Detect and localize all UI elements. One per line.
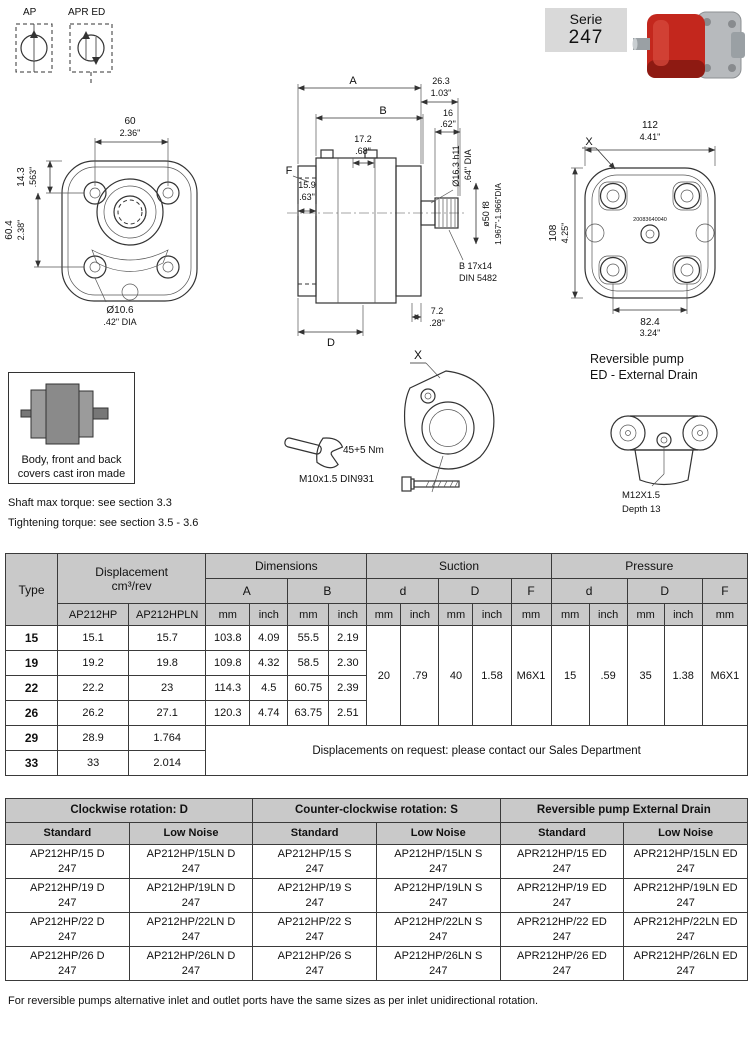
order-series: 247 — [305, 964, 324, 977]
cell: M6X1 — [702, 626, 747, 726]
unit-cell: mm — [288, 604, 329, 626]
cell: 114.3 — [206, 676, 250, 701]
sub-header: Low Noise — [624, 823, 748, 845]
order-code: AP212HP/19 S — [277, 881, 352, 894]
cell: 22 — [6, 676, 58, 701]
apr-ed-hydraulic-symbol — [63, 4, 123, 92]
front-height-mm: 60.4 — [4, 220, 15, 240]
side-len-mm: 26.3 — [432, 76, 450, 86]
data-row — [6, 913, 748, 947]
rear-detail-label: X — [585, 136, 593, 148]
apr-ed-symbol-label: APR ED — [68, 7, 106, 18]
material-note-line2: covers cast iron made — [17, 468, 126, 480]
material-note-caption — [9, 453, 134, 481]
order-series: 247 — [429, 930, 448, 943]
order-code-cell — [129, 947, 253, 981]
order-code-cell — [253, 879, 377, 913]
cell: 1.38 — [664, 626, 702, 726]
order-code: APR212HP/15 ED — [517, 847, 607, 860]
drain-thread: M12X1.5 — [622, 490, 661, 501]
cell: 58.5 — [288, 651, 329, 676]
cell: 4.32 — [250, 651, 288, 676]
header-row — [6, 604, 748, 626]
side-dim-a: A — [349, 75, 357, 87]
order-code-cell — [624, 947, 748, 981]
unit-cell: mm — [702, 604, 747, 626]
unit-cell: inch — [664, 604, 702, 626]
unit-cell: mm — [439, 604, 473, 626]
cell: 15.1 — [58, 626, 129, 651]
order-code: AP212HP/15LN D — [146, 847, 236, 860]
sub-header: Standard — [6, 823, 130, 845]
rear-bolt-in: 3.24" — [639, 328, 661, 338]
ap-hydraulic-symbol — [10, 4, 62, 86]
cell: 1.764 — [129, 726, 206, 751]
cell: 28.9 — [58, 726, 129, 751]
cell: 19 — [6, 651, 58, 676]
cell: .59 — [589, 626, 627, 726]
order-series: 247 — [58, 930, 77, 943]
order-code: APR212HP/22LN ED — [633, 915, 738, 928]
order-code: AP212HP/19LN S — [394, 881, 483, 894]
sub-header: Low Noise — [129, 823, 253, 845]
order-code: APR212HP/19 ED — [517, 881, 607, 894]
order-series: 247 — [305, 930, 324, 943]
order-code: AP212HP/26 D — [30, 949, 105, 962]
order-series: 247 — [676, 930, 695, 943]
order-code: AP212HP/15 S — [277, 847, 352, 860]
order-series: 247 — [305, 896, 324, 909]
cell: 60.75 — [288, 676, 329, 701]
front-height-in: 2.38" — [16, 219, 26, 241]
order-series: 247 — [181, 930, 201, 943]
data-row — [6, 879, 748, 913]
tightening-torque-note: Tightening torque: see section 3.5 - 3.6 — [8, 517, 199, 529]
unit-cell: inch — [589, 604, 627, 626]
rear-height-in: 4.25" — [560, 222, 570, 244]
reversible-title-line2: ED - External Drain — [590, 368, 698, 382]
cell: 2.51 — [329, 701, 367, 726]
material-note-box — [8, 372, 135, 484]
front-hole-mm: Ø10.6 — [106, 305, 134, 316]
cell: 26.2 — [58, 701, 129, 726]
order-series: 247 — [58, 964, 77, 977]
order-series: 247 — [676, 964, 695, 977]
cell: 4.74 — [250, 701, 288, 726]
order-code: AP212HP/15 D — [30, 847, 105, 860]
cell: 22.2 — [58, 676, 129, 701]
order-code: AP212HP/22 D — [30, 915, 105, 928]
unit-cell: inch — [329, 604, 367, 626]
order-series: 247 — [552, 964, 572, 977]
cell: 35 — [627, 626, 664, 726]
cell: 2.39 — [329, 676, 367, 701]
order-code-cell — [624, 913, 748, 947]
rear-part-number: 20083640040 — [633, 217, 667, 223]
col-header-suction-f: F — [511, 579, 551, 604]
col-header-model-hpln: AP212HPLN — [129, 604, 206, 626]
unit-cell: mm — [367, 604, 401, 626]
side-spline-len-in: .62" — [440, 119, 456, 129]
side-view-drawing — [253, 70, 515, 350]
side-spline-type: B 17x14 — [459, 261, 493, 271]
sub-header: Standard — [253, 823, 377, 845]
cell: M6X1 — [511, 626, 551, 726]
unit-cell: mm — [551, 604, 589, 626]
order-code: APR212HP/26 ED — [517, 949, 607, 962]
group-header-reversible: Reversible pump External Drain — [500, 799, 747, 823]
unit-cell: mm — [206, 604, 250, 626]
rear-width-mm: 112 — [642, 120, 658, 131]
order-code: APR212HP/15LN ED — [633, 847, 738, 860]
cell: 33 — [58, 751, 129, 776]
order-code-cell — [6, 947, 130, 981]
displacement-title: Displacement — [95, 564, 168, 579]
order-code-cell — [6, 845, 130, 879]
order-code-cell — [253, 913, 377, 947]
rear-height-mm: 108 — [548, 224, 559, 242]
order-code: APR212HP/22 ED — [517, 915, 607, 928]
col-header-model-hp: AP212HP — [58, 604, 129, 626]
order-code-cell — [376, 913, 500, 947]
side-rear-mm: 7.2 — [430, 306, 444, 316]
order-code-cell — [253, 845, 377, 879]
col-header-suction: Suction — [367, 554, 551, 579]
cell: 2.014 — [129, 751, 206, 776]
col-header-pressure-D: D — [627, 579, 702, 604]
col-header-dimensions: Dimensions — [206, 554, 367, 579]
order-series: 247 — [58, 862, 77, 875]
order-series: 247 — [181, 964, 201, 977]
side-dim-b: B — [379, 105, 387, 117]
order-series: 247 — [181, 862, 201, 875]
data-row — [6, 947, 748, 981]
dimensions-table — [5, 553, 748, 776]
data-row — [6, 626, 748, 651]
side-shaft-dia-mm: Ø16.3 h11 — [451, 145, 461, 187]
ordering-table — [5, 798, 748, 981]
order-code: APR212HP/19LN ED — [633, 881, 738, 894]
order-code-cell — [376, 947, 500, 981]
cell: 15 — [6, 626, 58, 651]
side-flange-dia-mm: ø50 f8 — [481, 201, 491, 227]
order-series: 247 — [552, 896, 572, 909]
col-header-pressure-f: F — [702, 579, 747, 604]
order-code-cell — [6, 879, 130, 913]
ap-symbol-label: AP — [23, 7, 37, 18]
side-dim-f: F — [285, 165, 293, 177]
cell: 120.3 — [206, 701, 250, 726]
unit-cell: inch — [473, 604, 511, 626]
side-len-in: 1.03" — [430, 88, 452, 98]
displacement-unit: cm³/rev — [111, 578, 152, 593]
group-header-clockwise: Clockwise rotation: D — [6, 799, 253, 823]
cell: 109.8 — [206, 651, 250, 676]
side-flange-dia-in: 1.967"-1.966"DIA — [494, 183, 503, 245]
rear-view-drawing — [543, 114, 753, 346]
order-code: APR212HP/26LN ED — [633, 949, 738, 962]
pump-product-photo — [633, 2, 749, 86]
cell: .79 — [401, 626, 439, 726]
header-row — [6, 823, 748, 845]
cell: 29 — [6, 726, 58, 751]
cell: 2.19 — [329, 626, 367, 651]
cell: 2.30 — [329, 651, 367, 676]
sub-header: Low Noise — [376, 823, 500, 845]
order-code: AP212HP/26LN D — [146, 949, 236, 962]
order-code-cell — [6, 913, 130, 947]
cell: 20 — [367, 626, 401, 726]
cell: 1.58 — [473, 626, 511, 726]
unit-cell: mm — [627, 604, 664, 626]
unit-cell: inch — [401, 604, 439, 626]
side-rear-in: .28" — [429, 318, 445, 328]
detail-x-label: X — [413, 348, 423, 362]
rear-width-in: 4.41" — [639, 132, 661, 142]
serie-badge — [545, 8, 627, 52]
torque-value: 45+5 Nm — [343, 445, 384, 456]
col-header-pressure-d: d — [551, 579, 627, 604]
unit-cell: inch — [250, 604, 288, 626]
cell: 4.5 — [250, 676, 288, 701]
sub-header: Standard — [500, 823, 624, 845]
footer-note: For reversible pumps alternative inlet and outlet ports have the same sizes as per inlet unidirectional rotation. — [8, 995, 539, 1007]
col-header-type: Type — [6, 554, 58, 626]
cell: 26 — [6, 701, 58, 726]
order-code: AP212HP/19LN D — [146, 881, 236, 894]
order-series: 247 — [305, 862, 324, 875]
order-code-cell — [129, 845, 253, 879]
col-header-pressure: Pressure — [551, 554, 747, 579]
order-code-cell — [500, 913, 624, 947]
group-header-counter-clockwise: Counter-clockwise rotation: S — [253, 799, 500, 823]
order-series: 247 — [429, 896, 448, 909]
header-row — [6, 799, 748, 823]
order-code: AP212HP/22LN D — [146, 915, 236, 928]
order-series: 247 — [676, 896, 695, 909]
side-front-in: .63" — [299, 192, 315, 202]
cell: 23 — [129, 676, 206, 701]
order-code: AP212HP/22LN S — [394, 915, 483, 928]
order-code-cell — [376, 845, 500, 879]
front-offset-in: .563" — [28, 166, 38, 188]
cell: 19.2 — [58, 651, 129, 676]
col-header-suction-D: D — [439, 579, 511, 604]
order-series: 247 — [552, 930, 572, 943]
order-code: AP212HP/19 D — [30, 881, 105, 894]
order-series: 247 — [58, 896, 77, 909]
order-series: 247 — [181, 896, 201, 909]
order-series: 247 — [676, 862, 695, 875]
col-header-a: A — [206, 579, 288, 604]
header-row — [6, 554, 748, 579]
order-series: 247 — [552, 862, 572, 875]
unit-cell: mm — [511, 604, 551, 626]
side-spline-norm: DIN 5482 — [459, 273, 498, 283]
cell: 4.09 — [250, 626, 288, 651]
cell: 103.8 — [206, 626, 250, 651]
order-code-cell — [624, 845, 748, 879]
shaft-torque-note: Shaft max torque: see section 3.3 — [8, 497, 172, 509]
order-code-cell — [129, 879, 253, 913]
data-row — [6, 726, 748, 751]
cell: 15.7 — [129, 626, 206, 651]
rear-bolt-mm: 82.4 — [640, 317, 660, 328]
order-code-cell — [500, 845, 624, 879]
bolt-spec: M10x1.5 DIN931 — [299, 474, 375, 485]
cell: 63.75 — [288, 701, 329, 726]
displacement-request-note: Displacements on request: please contact our Sales Department — [206, 726, 748, 776]
col-header-displacement — [58, 554, 206, 604]
side-front-mm: 15.9 — [298, 180, 316, 190]
col-header-suction-d: d — [367, 579, 439, 604]
order-code-cell — [129, 913, 253, 947]
order-code-cell — [500, 879, 624, 913]
cell: 15 — [551, 626, 589, 726]
drain-depth: Depth 13 — [622, 504, 661, 515]
order-code-cell — [376, 879, 500, 913]
side-port-mm: 17.2 — [354, 134, 372, 144]
front-hole-in: .42" DIA — [103, 317, 137, 327]
order-code-cell — [500, 947, 624, 981]
side-port-in: .68" — [355, 146, 371, 156]
order-code: AP212HP/22 S — [277, 915, 352, 928]
cell: 27.1 — [129, 701, 206, 726]
side-spline-len-mm: 16 — [442, 108, 454, 118]
order-code-cell — [624, 879, 748, 913]
order-series: 247 — [429, 964, 448, 977]
torque-wrench-figure — [283, 430, 411, 492]
order-code: AP212HP/26LN S — [394, 949, 483, 962]
cell: 19.8 — [129, 651, 206, 676]
side-shaft-dia-in: .64" DIA — [463, 149, 473, 183]
side-dim-d: D — [327, 337, 335, 349]
cell: 33 — [6, 751, 58, 776]
front-offset-mm: 14.3 — [16, 167, 27, 187]
cell: 55.5 — [288, 626, 329, 651]
bolt-figure — [401, 472, 473, 496]
front-width-in: 2.36" — [119, 128, 141, 138]
data-row — [6, 845, 748, 879]
order-code-cell — [253, 947, 377, 981]
serie-label: Serie — [569, 11, 603, 27]
material-note-line1: Body, front and back — [21, 454, 122, 466]
order-code: AP212HP/26 S — [277, 949, 352, 962]
reversible-pump-figure — [578, 348, 753, 528]
col-header-b: B — [288, 579, 367, 604]
serie-number: 247 — [568, 27, 604, 48]
order-code: AP212HP/15LN S — [394, 847, 483, 860]
reversible-title-line1: Reversible pump — [590, 352, 684, 366]
cell: 40 — [439, 626, 473, 726]
cast-iron-pump-figure — [15, 379, 128, 449]
front-view-drawing — [2, 98, 224, 348]
order-series: 247 — [429, 862, 448, 875]
front-width-mm: 60 — [124, 116, 136, 127]
